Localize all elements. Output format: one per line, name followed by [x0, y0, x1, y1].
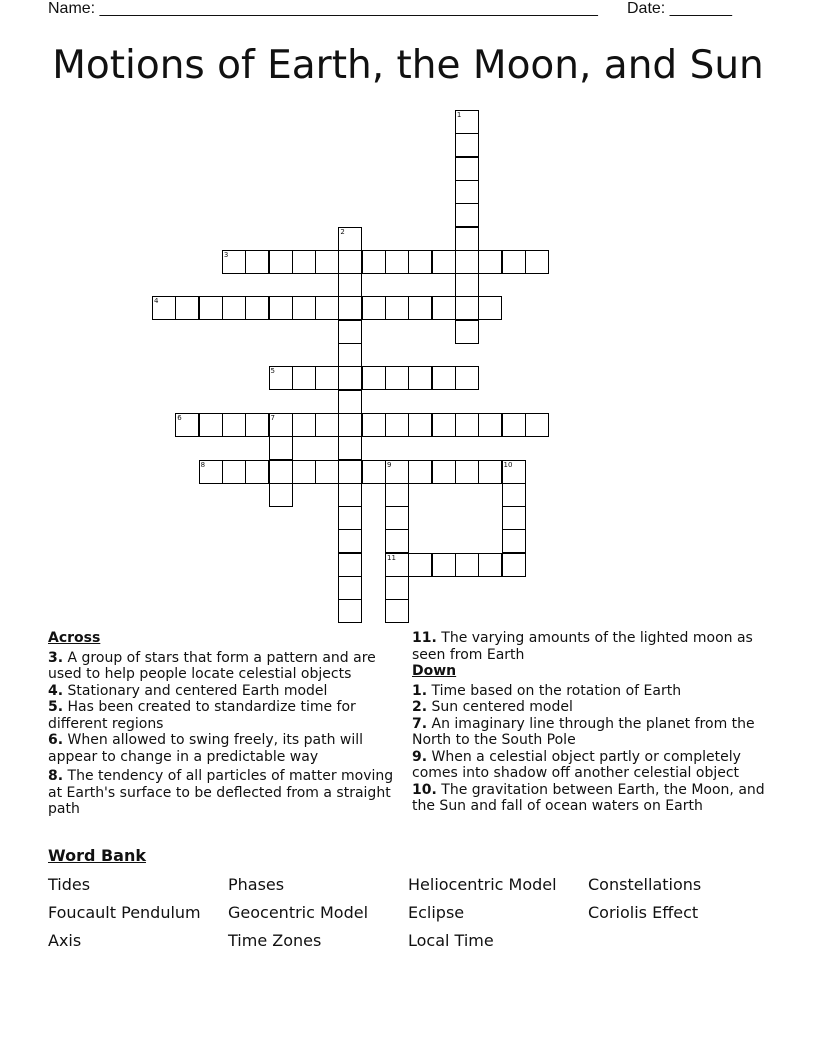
- crossword-cell[interactable]: [385, 529, 409, 553]
- crossword-cell[interactable]: [385, 483, 409, 507]
- crossword-cell[interactable]: [455, 460, 479, 484]
- crossword-cell[interactable]: [338, 599, 362, 623]
- crossword-cell[interactable]: [455, 413, 479, 437]
- across-clue: [48, 650, 404, 683]
- crossword-cell[interactable]: [292, 296, 316, 320]
- clue-number: 7.: [412, 715, 428, 732]
- crossword-cell[interactable]: [292, 366, 316, 390]
- crossword-cell[interactable]: [408, 296, 432, 320]
- down-clue: [412, 782, 768, 815]
- crossword-cell[interactable]: [199, 413, 223, 437]
- crossword-cell[interactable]: [269, 250, 293, 274]
- down-clue: [412, 749, 768, 782]
- crossword-cell[interactable]: [432, 250, 456, 274]
- crossword-cell[interactable]: [338, 343, 362, 367]
- crossword-cell[interactable]: [315, 250, 339, 274]
- clue-number-label: 4: [154, 297, 159, 306]
- crossword-cell[interactable]: [222, 460, 246, 484]
- crossword-cell[interactable]: [525, 250, 549, 274]
- crossword-cell[interactable]: [292, 250, 316, 274]
- crossword-cell[interactable]: [269, 413, 293, 437]
- clue-number: 8.: [48, 768, 64, 784]
- crossword-cell[interactable]: [152, 296, 176, 320]
- crossword-cell[interactable]: [315, 366, 339, 390]
- crossword-cell[interactable]: [338, 366, 362, 390]
- crossword-cell[interactable]: [408, 553, 432, 577]
- crossword-cell[interactable]: [432, 460, 456, 484]
- crossword-cell[interactable]: [408, 413, 432, 437]
- crossword-cell[interactable]: [432, 413, 456, 437]
- crossword-cell[interactable]: [269, 296, 293, 320]
- crossword-cell[interactable]: [455, 180, 479, 204]
- crossword-cell[interactable]: [502, 506, 526, 530]
- crossword-cell[interactable]: [245, 296, 269, 320]
- crossword-cell[interactable]: [455, 110, 479, 134]
- crossword-cell[interactable]: [338, 460, 362, 484]
- clue-number-label: 10: [503, 460, 513, 469]
- clue-number-label: 5: [270, 367, 275, 376]
- across-heading: Across: [48, 630, 101, 646]
- clue-text: When allowed to swing freely, its path will appear to change in a predictable way: [48, 732, 364, 765]
- crossword-cell[interactable]: [315, 296, 339, 320]
- crossword-cell[interactable]: [362, 250, 386, 274]
- crossword-cell[interactable]: [199, 460, 223, 484]
- crossword-cell[interactable]: [338, 227, 362, 251]
- clue-text: A group of stars that form a pattern and are used to help people locate celestial objects: [48, 649, 376, 682]
- crossword-cell[interactable]: [199, 296, 223, 320]
- crossword-cell[interactable]: [338, 390, 362, 414]
- crossword-cell[interactable]: [338, 529, 362, 553]
- crossword-cell[interactable]: [338, 483, 362, 507]
- crossword-cell[interactable]: [315, 413, 339, 437]
- clue-text: When a celestial object partly or completely comes into shadow off another celestial object: [412, 748, 741, 781]
- crossword-cell[interactable]: [502, 413, 526, 437]
- crossword-cell[interactable]: [338, 506, 362, 530]
- crossword-cell[interactable]: [408, 250, 432, 274]
- crossword-cell[interactable]: [338, 273, 362, 297]
- crossword-cell[interactable]: [432, 296, 456, 320]
- clue-number: 11.: [412, 630, 437, 646]
- clue-number-label: 3: [223, 250, 229, 259]
- word-bank-item: Constellations: [588, 875, 702, 894]
- clue-number-label: 8: [200, 460, 206, 469]
- clue-number: 2.: [412, 699, 428, 715]
- crossword-cell[interactable]: [455, 133, 479, 157]
- clue-number: 1.: [412, 682, 428, 699]
- clue-number: 6.: [48, 732, 64, 748]
- crossword-cell[interactable]: [502, 460, 526, 484]
- down-clue: [412, 699, 768, 716]
- crossword-cell[interactable]: [222, 296, 246, 320]
- across-clue: [48, 768, 404, 818]
- crossword-cell[interactable]: [455, 273, 479, 297]
- clues-left-column: [48, 630, 404, 818]
- crossword-cell[interactable]: [269, 366, 293, 390]
- date-field-label: Date: _______: [627, 0, 732, 17]
- crossword-cell[interactable]: [408, 460, 432, 484]
- crossword-cell[interactable]: [502, 250, 526, 274]
- clue-number-label: 2: [340, 227, 345, 236]
- clue-number: 5.: [48, 699, 64, 715]
- crossword-cell[interactable]: [455, 227, 479, 251]
- word-bank-item: Heliocentric Model: [408, 875, 557, 894]
- crossword-cell[interactable]: [455, 250, 479, 274]
- crossword-cell[interactable]: [385, 366, 409, 390]
- across-clue: [48, 683, 404, 700]
- clue-number: 10.: [412, 781, 437, 798]
- crossword-cell[interactable]: [362, 460, 386, 484]
- crossword-cell[interactable]: [385, 460, 409, 484]
- crossword-cell[interactable]: [385, 296, 409, 320]
- word-bank-item: Foucault Pendulum: [48, 903, 201, 922]
- crossword-cell[interactable]: [455, 157, 479, 181]
- clue-number-label: 7: [270, 413, 275, 422]
- word-bank-item: Tides: [48, 875, 91, 894]
- crossword-cell[interactable]: [478, 460, 502, 484]
- crossword-cell[interactable]: [432, 553, 456, 577]
- crossword-cell[interactable]: [502, 553, 526, 577]
- clue-number-label: 9: [387, 460, 392, 469]
- down-heading: Down: [412, 663, 457, 679]
- crossword-cell[interactable]: [385, 250, 409, 274]
- crossword-cell[interactable]: [455, 320, 479, 344]
- crossword-cell[interactable]: [362, 296, 386, 320]
- crossword-cell[interactable]: [292, 413, 316, 437]
- crossword-cell[interactable]: [338, 320, 362, 344]
- crossword-cell[interactable]: [175, 296, 199, 320]
- name-field-label: Name: ________________________________________________________: [48, 0, 598, 17]
- crossword-cell[interactable]: [478, 413, 502, 437]
- crossword-cell[interactable]: [245, 250, 269, 274]
- crossword-cell[interactable]: [385, 506, 409, 530]
- clue-number: 9.: [412, 748, 428, 765]
- crossword-cell[interactable]: [385, 576, 409, 600]
- clue-number: 3.: [48, 649, 64, 666]
- clue-text: An imaginary line through the planet from the North to the South Pole: [412, 715, 755, 748]
- crossword-cell[interactable]: [385, 599, 409, 623]
- down-clue: [412, 683, 768, 700]
- crossword-cell[interactable]: [338, 296, 362, 320]
- word-bank-heading: Word Bank: [48, 846, 147, 865]
- crossword-cell[interactable]: [269, 436, 293, 460]
- crossword-cell[interactable]: [292, 460, 316, 484]
- crossword-cell[interactable]: [222, 250, 246, 274]
- crossword-cell[interactable]: [315, 460, 339, 484]
- clue-number-label: 6: [177, 413, 182, 422]
- crossword-cell[interactable]: [338, 436, 362, 460]
- word-bank-item: Axis: [48, 931, 82, 950]
- crossword-cell[interactable]: [338, 553, 362, 577]
- clue-text: The varying amounts of the lighted moon as seen from Earth: [412, 630, 753, 663]
- word-bank-item: Geocentric Model: [228, 903, 369, 922]
- crossword-cell[interactable]: [338, 250, 362, 274]
- crossword-cell[interactable]: [222, 413, 246, 437]
- crossword-cell[interactable]: [455, 296, 479, 320]
- crossword-cell[interactable]: [432, 366, 456, 390]
- across-clue: [48, 699, 404, 732]
- crossword-cell[interactable]: [338, 413, 362, 437]
- word-bank-item: Coriolis Effect: [588, 903, 699, 922]
- crossword-cell[interactable]: [478, 250, 502, 274]
- crossword-cell[interactable]: [408, 366, 432, 390]
- crossword-cell[interactable]: [269, 460, 293, 484]
- clue-text: Has been created to standardize time for different regions: [48, 699, 356, 732]
- crossword-cell[interactable]: [175, 413, 199, 437]
- clues-right-column: [412, 630, 768, 815]
- crossword-cell[interactable]: [385, 553, 409, 577]
- crossword-cell[interactable]: [478, 296, 502, 320]
- crossword-cell[interactable]: [338, 576, 362, 600]
- word-bank-item: Phases: [228, 875, 285, 894]
- clue-text: Sun centered model: [427, 699, 573, 715]
- across-clue: [412, 630, 768, 663]
- crossword-cell[interactable]: [385, 413, 409, 437]
- clue-text: The tendency of all particles of matter moving at Earth's surface to be deflected from a straight path: [48, 768, 394, 817]
- crossword-cell[interactable]: [455, 203, 479, 227]
- crossword-cell[interactable]: [502, 529, 526, 553]
- clue-text: Stationary and centered Earth model: [63, 682, 328, 699]
- across-clue: [48, 732, 404, 765]
- crossword-cell[interactable]: [455, 366, 479, 390]
- clue-number: 4.: [48, 682, 64, 699]
- crossword-cell[interactable]: [245, 413, 269, 437]
- crossword-cell[interactable]: [525, 413, 549, 437]
- clue-text: Time based on the rotation of Earth: [427, 682, 682, 699]
- crossword-cell[interactable]: [455, 553, 479, 577]
- word-bank-item: Eclipse: [408, 903, 465, 922]
- crossword-cell[interactable]: [362, 413, 386, 437]
- crossword-cell[interactable]: [362, 366, 386, 390]
- crossword-cell[interactable]: [269, 483, 293, 507]
- page-title: Motions of Earth, the Moon, and Sun: [52, 43, 764, 88]
- down-clue: [412, 716, 768, 749]
- word-bank-item: Time Zones: [228, 931, 322, 950]
- crossword-cell[interactable]: [502, 483, 526, 507]
- clue-number-label: 11: [387, 553, 396, 562]
- crossword-cell[interactable]: [478, 553, 502, 577]
- word-bank-item: Local Time: [408, 931, 494, 950]
- crossword-cell[interactable]: [245, 460, 269, 484]
- clue-number-label: 1: [456, 111, 462, 119]
- clue-text: The gravitation between Earth, the Moon, and the Sun and fall of ocean waters on Earth: [412, 781, 765, 814]
